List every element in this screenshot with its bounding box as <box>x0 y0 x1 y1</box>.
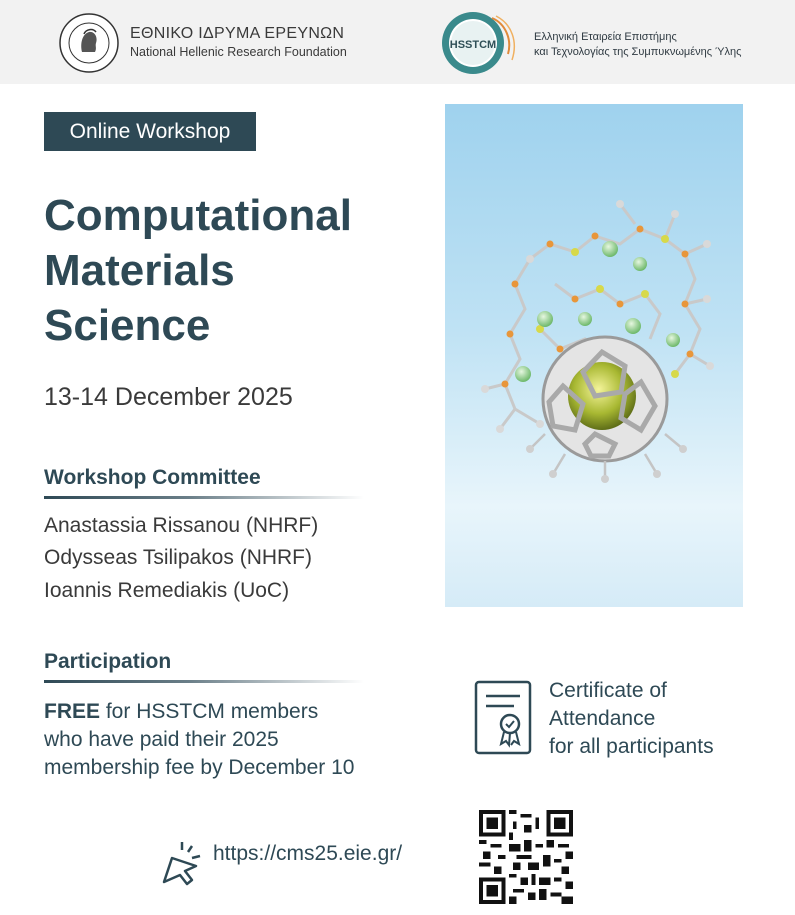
event-dates: 13-14 December 2025 <box>44 383 293 411</box>
certificate-line-1: Certificate of <box>549 679 667 702</box>
svg-text:HSSTCM: HSSTCM <box>449 39 497 51</box>
committee-member: Anastassia Rissanou (NHRF) <box>44 514 319 537</box>
participation-heading: Participation <box>44 650 172 673</box>
workshop-url-link[interactable]: https://cms25.eie.gr/ <box>213 842 403 865</box>
certificate-line-2: Attendance <box>549 707 656 730</box>
committee-heading: Workshop Committee <box>44 466 261 489</box>
committee-divider <box>44 496 364 499</box>
participation-text <box>44 698 444 782</box>
certificate-text <box>549 677 714 761</box>
participation-line-1-rest: for HSSTCM members <box>100 700 319 723</box>
cursor-click-icon <box>158 838 204 888</box>
committee-member: Odysseas Tsilipakos (NHRF) <box>44 546 313 569</box>
nhrf-name-greek: ΕΘΝΙΚΟ ΙΔΡΥΜΑ ΕΡΕΥΝΩΝ <box>130 25 345 42</box>
committee-member: Ioannis Remediakis (UoC) <box>44 579 290 602</box>
title-line-1: Computational <box>44 191 352 240</box>
online-workshop-badge: Online Workshop <box>44 112 256 151</box>
nhrf-seal-icon <box>58 12 120 74</box>
free-label: FREE <box>44 700 101 723</box>
event-title <box>44 188 424 353</box>
nhrf-name-english: National Hellenic Research Foundation <box>130 45 347 59</box>
hsstcm-name-line1: Ελληνική Εταιρεία Επιστήμης <box>534 31 677 43</box>
certificate-line-3: for all participants <box>549 735 714 758</box>
certificate-icon <box>474 680 532 755</box>
title-line-3: Science <box>44 301 211 350</box>
participation-line-3: membership fee by December 10 <box>44 756 355 779</box>
hsstcm-logo-icon <box>440 10 520 76</box>
qr-code-icon[interactable] <box>479 810 573 904</box>
participation-line-2: who have paid their 2025 <box>44 728 279 751</box>
molecule-illustration <box>445 104 743 607</box>
title-line-2: Materials <box>44 246 235 295</box>
participation-divider <box>44 680 364 683</box>
hsstcm-name-line2: και Τεχνολογίας της Συμπυκνωμένης Ύλης <box>534 46 742 58</box>
header-bar <box>0 0 795 84</box>
participation-line-1 <box>44 698 444 726</box>
